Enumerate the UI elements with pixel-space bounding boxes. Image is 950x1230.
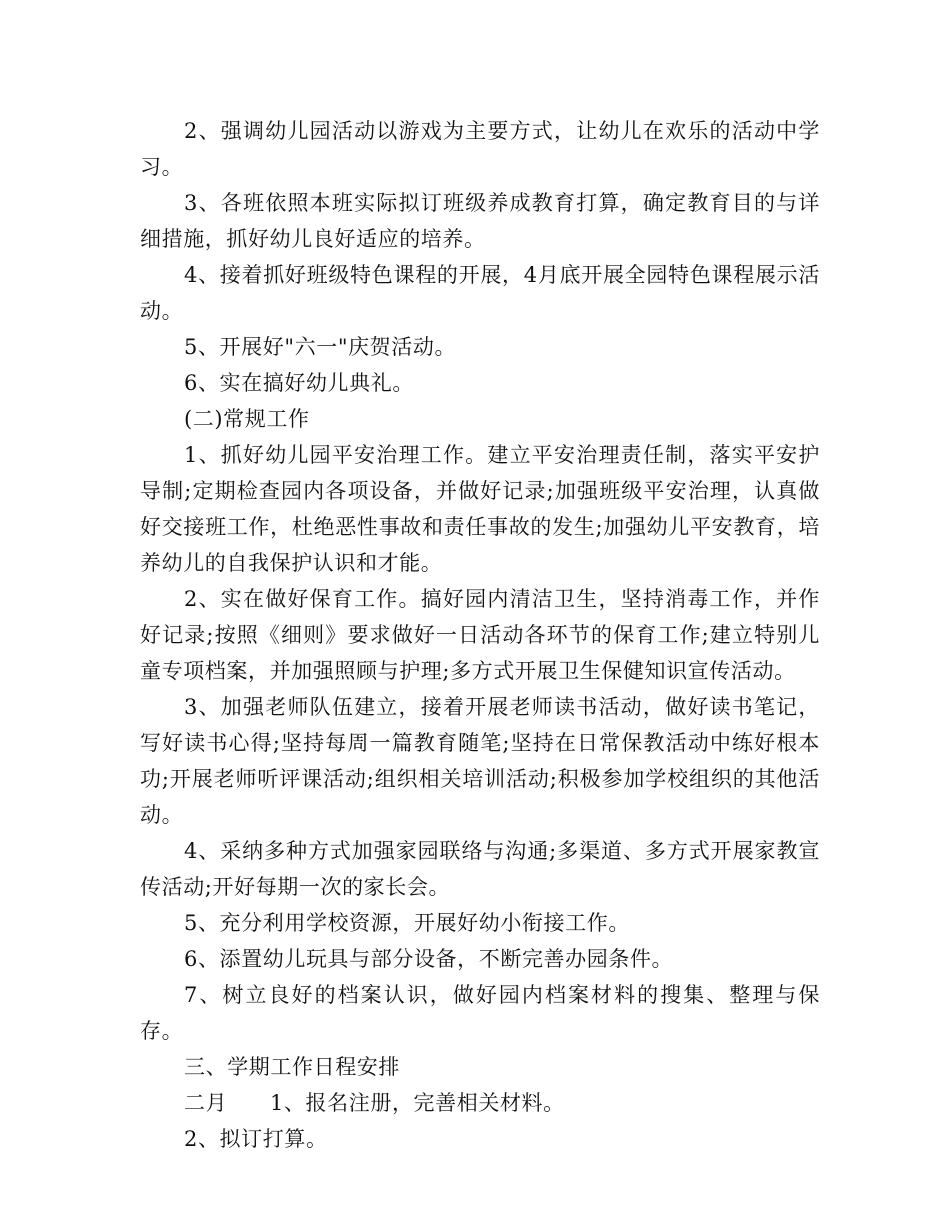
schedule-row bbox=[140, 1085, 820, 1121]
schedule-month: 二月 bbox=[184, 1091, 228, 1115]
paragraph: 2、实在做好保育工作。搞好园内清洁卫生，坚持消毒工作，并作好记录;按照《细则》要求做好一日活动各环节的保育工作;建立特别儿童专项档案，并加强照顾与护理;多方式开展卫生保健知识宣传活动。 bbox=[140, 587, 820, 683]
section-heading: (二)常规工作 bbox=[184, 407, 310, 431]
document-body bbox=[140, 113, 820, 1157]
paragraph: 6、实在搞好幼儿典礼。 bbox=[184, 371, 414, 395]
schedule-item: 1、报名注册，完善相关材料。 bbox=[270, 1091, 565, 1115]
schedule-item: 2、拟订打算。 bbox=[184, 1127, 328, 1151]
paragraph: 1、抓好幼儿园平安治理工作。建立平安治理责任制，落实平安护导制;定期检查园内各项设备，并做好记录;加强班级平安治理，认真做好交接班工作，杜绝恶性事故和责任事故的发生;加强幼儿平安教育，培养幼儿的自我保护认识和才能。 bbox=[140, 443, 820, 575]
paragraph: 2、强调幼儿园活动以游戏为主要方式，让幼儿在欢乐的活动中学习。 bbox=[140, 119, 820, 179]
paragraph: 6、添置幼儿玩具与部分设备，不断完善办园条件。 bbox=[184, 947, 674, 971]
paragraph: 7、树立良好的档案认识，做好园内档案材料的搜集、整理与保存。 bbox=[140, 983, 820, 1043]
paragraph: 5、充分利用学校资源，开展好幼小衔接工作。 bbox=[184, 911, 630, 935]
paragraph: 3、各班依照本班实际拟订班级养成教育打算，确定教育目的与详细措施，抓好幼儿良好适应的培养。 bbox=[140, 191, 820, 251]
paragraph: 4、接着抓好班级特色课程的开展，4月底开展全园特色课程展示活动。 bbox=[140, 263, 820, 323]
paragraph: 3、加强老师队伍建立，接着开展老师读书活动，做好读书笔记，写好读书心得;坚持每周一篇教育随笔;坚持在日常保教活动中练好根本功;开展老师听评课活动;组织相关培训活动;积极参加学校组织的其他活动。 bbox=[140, 695, 820, 827]
paragraph: 5、开展好"六一"庆贺活动。 bbox=[184, 335, 457, 359]
paragraph: 4、采纳多种方式加强家园联络与沟通;多渠道、多方式开展家教宣传活动;开好每期一次的家长会。 bbox=[140, 839, 820, 899]
section-heading: 三、学期工作日程安排 bbox=[184, 1055, 400, 1079]
